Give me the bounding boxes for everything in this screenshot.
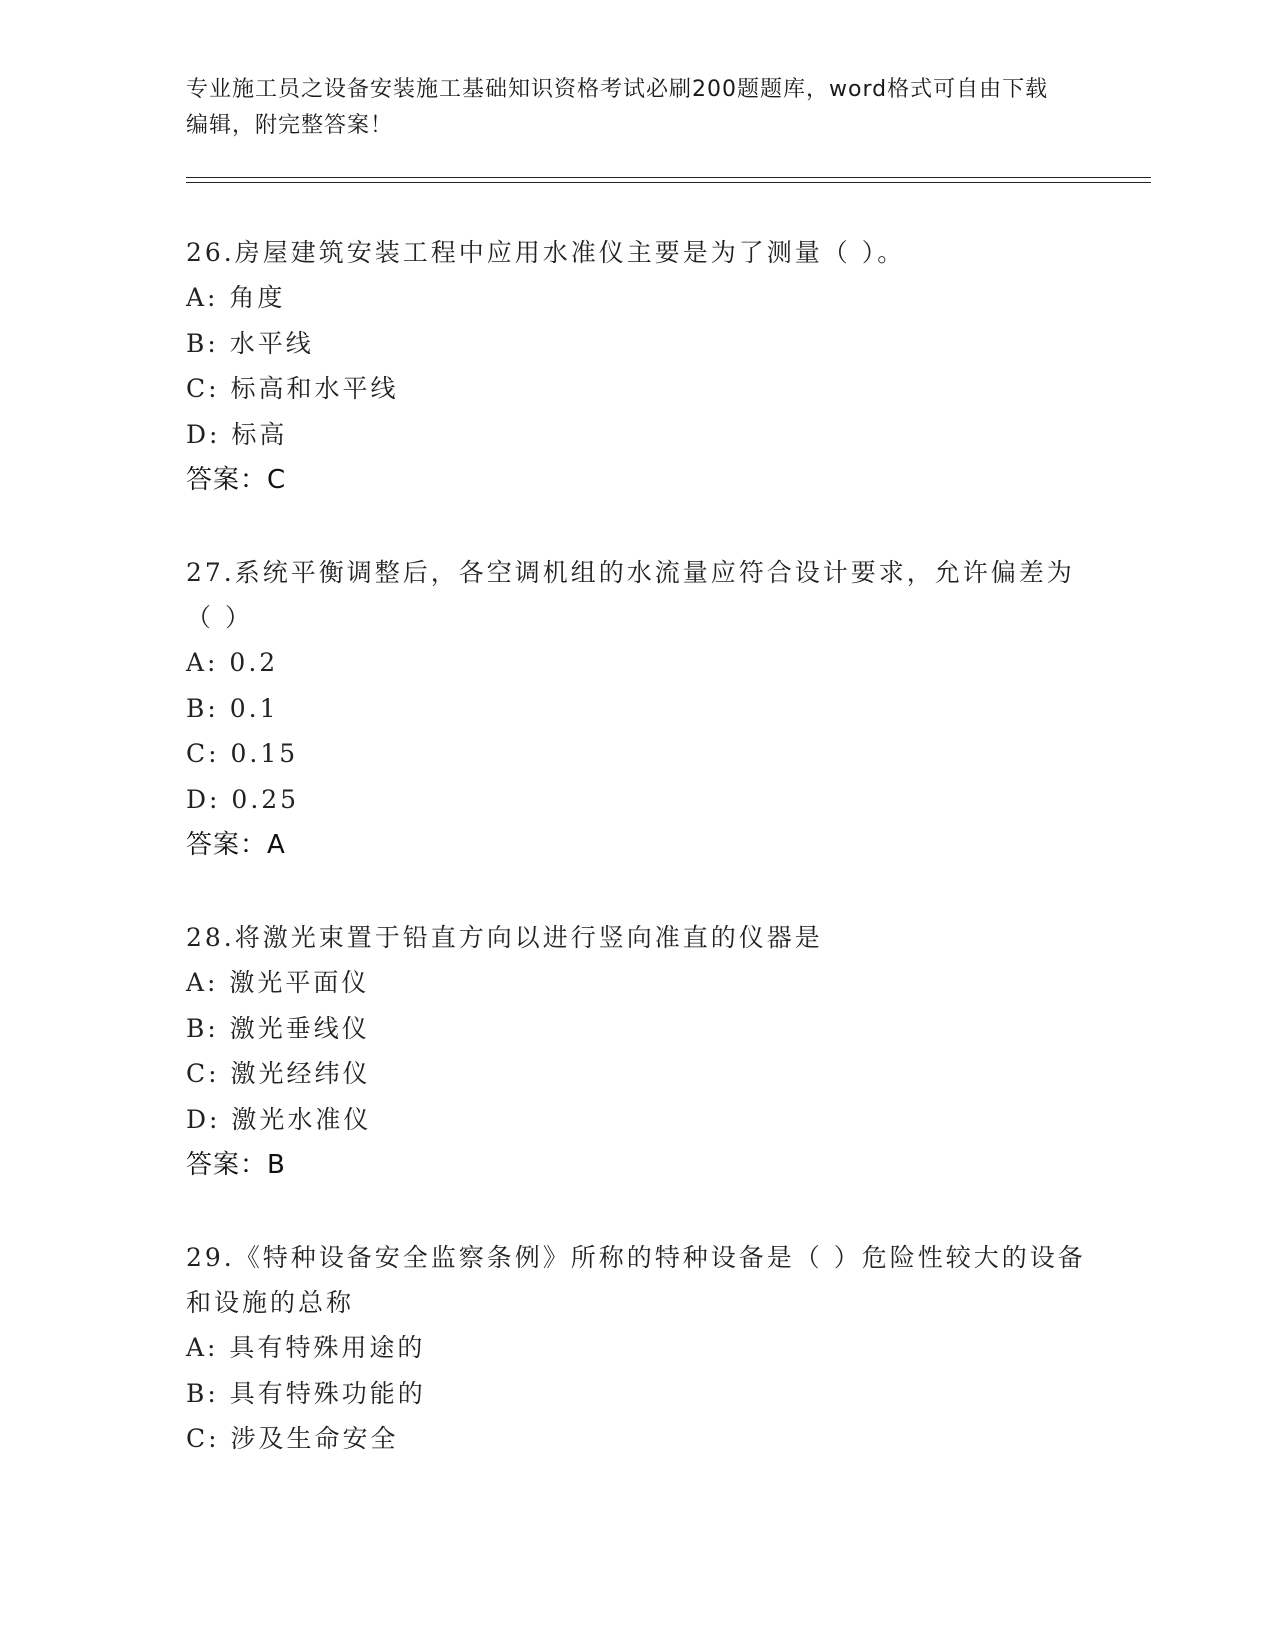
option-c: C: 标高和水平线 [186,374,399,403]
option-b: B: 0.1 [186,693,279,723]
header-divider-bottom [186,182,1151,183]
question-stem: 28.将激光束置于铅直方向以进行竖向准直的仪器是 [186,923,823,952]
question-29 [186,1235,1086,1462]
question-stem: 29.《特种设备安全监察条例》所称的特种设备是（ ）危险性较大的设备和设施的总称 [186,1243,1086,1317]
option-b: B: 具有特殊功能的 [186,1378,426,1408]
option-b: B: 激光垂线仪 [186,1013,370,1043]
option-a: A: 具有特殊用途的 [186,1333,426,1362]
question-stem: 26.房屋建筑安装工程中应用水准仪主要是为了测量（ ）。 [186,238,906,267]
option-d: D: 激光水准仪 [186,1104,372,1134]
answer-label: 答案：C [186,465,287,495]
answer-label: 答案：B [186,1150,286,1180]
option-d: D: 标高 [186,419,288,449]
option-a: A: 角度 [186,283,286,312]
header-divider-top [186,177,1151,178]
question-stem: 27.系统平衡调整后，各空调机组的水流量应符合设计要求，允许偏差为（ ） [186,558,1075,632]
answer-label: 答案：A [186,830,286,860]
option-a: A: 0.2 [186,648,279,677]
question-28 [186,915,1086,1188]
option-c: C: 激光经纬仪 [186,1059,371,1088]
option-c: C: 0.15 [186,739,299,768]
question-26 [186,230,1086,503]
option-a: A: 激光平面仪 [186,968,370,997]
document-header: 专业施工员之设备安装施工基础知识资格考试必刷200题题库，word格式可自由下载编辑，附完整答案！ [186,77,1049,138]
option-d: D: 0.25 [186,784,300,814]
question-27 [186,550,1086,868]
option-c: C: 涉及生命安全 [186,1424,399,1453]
option-b: B: 水平线 [186,328,314,358]
